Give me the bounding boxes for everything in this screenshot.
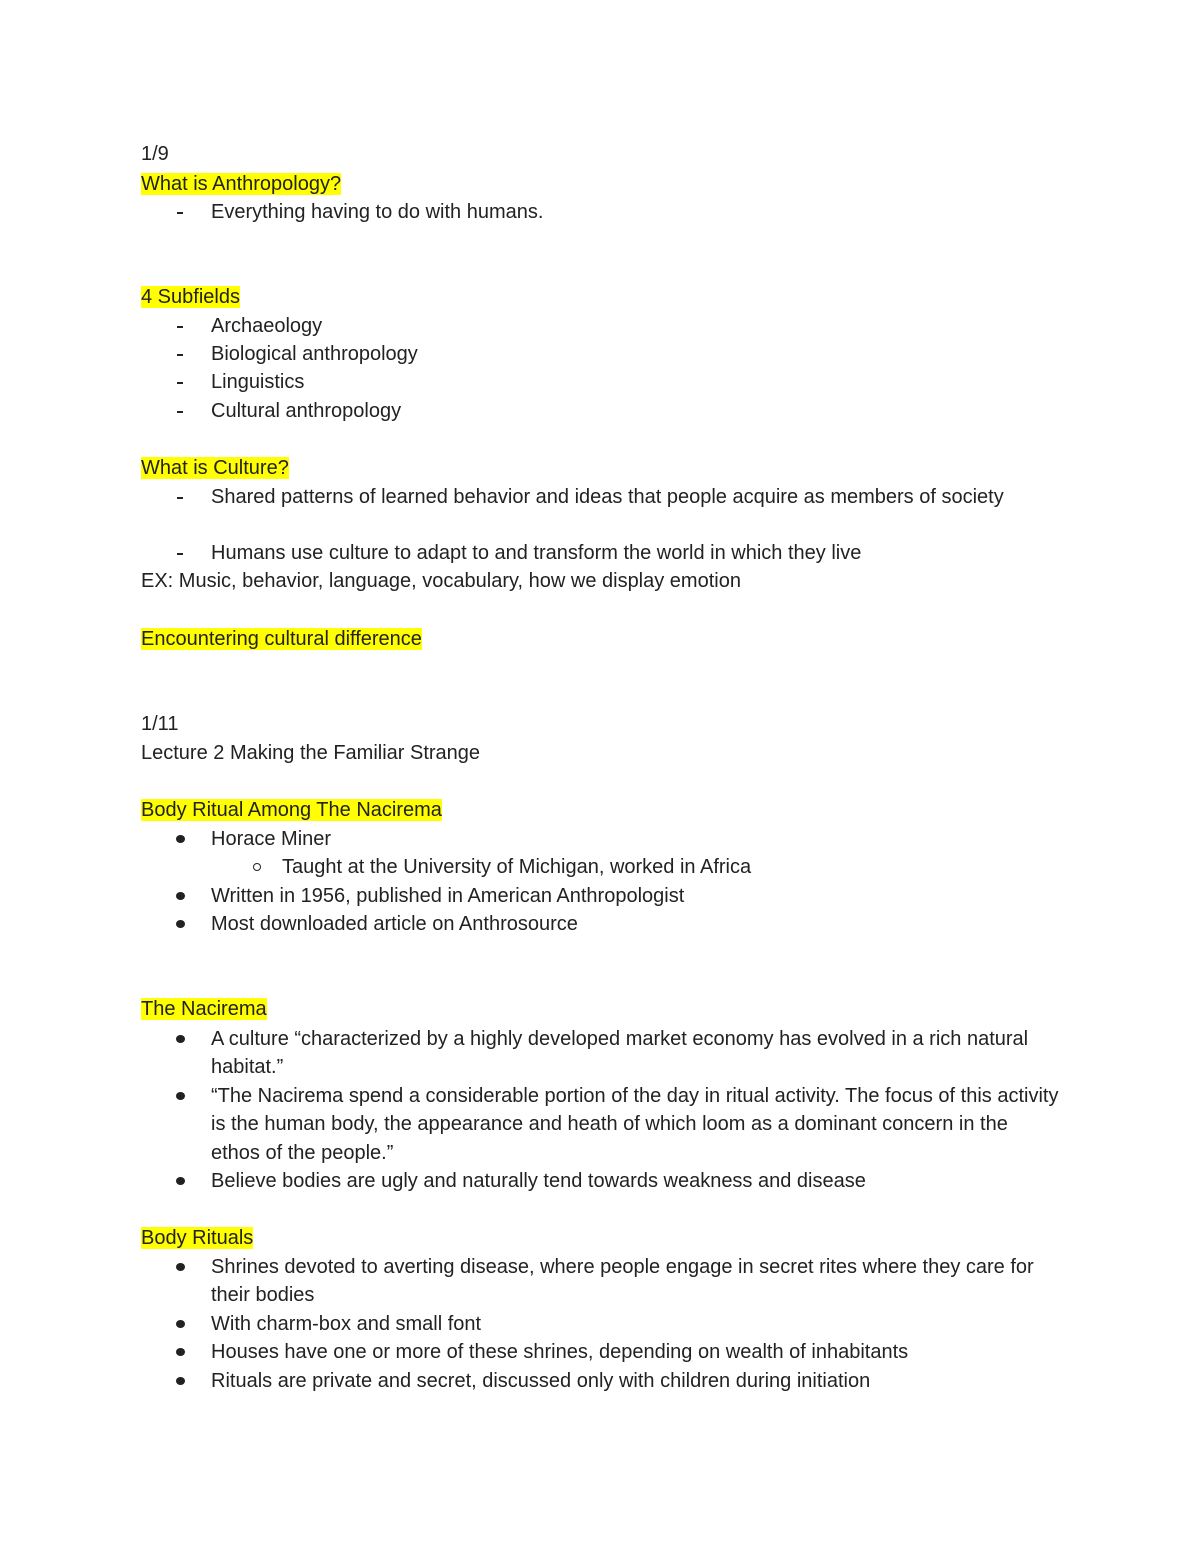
list-item: Most downloaded article on Anthrosource bbox=[141, 910, 1061, 938]
dash-marker-icon bbox=[174, 312, 194, 340]
list-item: Archaeology bbox=[141, 312, 1061, 340]
list-item: Taught at the University of Michigan, worked in Africa bbox=[141, 853, 1061, 881]
lecture-title: Lecture 2 Making the Familiar Strange bbox=[141, 742, 481, 764]
section-heading-encountering: Encountering cultural difference bbox=[141, 628, 422, 650]
list-item: “The Nacirema spend a considerable portion of the day in ritual activity. The focus of this activity is the human body, the appearance and heath of which loom as a dominant concern in the ethos of the people.” bbox=[141, 1082, 1061, 1167]
list-item: Written in 1956, published in American Anthropologist bbox=[141, 882, 1061, 910]
section-heading-nacirema: The Nacirema bbox=[141, 998, 267, 1020]
section-heading-body-ritual: Body Ritual Among The Nacirema bbox=[141, 799, 442, 821]
section-heading-culture: What is Culture? bbox=[141, 457, 289, 479]
list-item: Believe bodies are ugly and naturally tend towards weakness and disease bbox=[141, 1167, 1061, 1195]
list-item: Horace Miner bbox=[141, 825, 1061, 853]
bullet-icon bbox=[174, 882, 194, 910]
example-line: EX: Music, behavior, language, vocabulary, how we display emotion bbox=[141, 570, 741, 592]
bullet-icon bbox=[174, 1082, 194, 1110]
bullet-icon bbox=[174, 1025, 194, 1053]
bullet-icon bbox=[174, 1367, 194, 1395]
dash-marker-icon bbox=[174, 340, 194, 368]
bullet-icon bbox=[174, 1253, 194, 1281]
list-item: Humans use culture to adapt to and transform the world in which they live bbox=[141, 539, 1061, 567]
list-item: Linguistics bbox=[141, 368, 1061, 396]
circle-bullet-icon bbox=[251, 853, 271, 881]
section-heading-anthropology: What is Anthropology? bbox=[141, 173, 342, 195]
bullet-icon bbox=[174, 1338, 194, 1366]
date-heading: 1/9 bbox=[141, 143, 169, 165]
list-item: Rituals are private and secret, discussed only with children during initiation bbox=[141, 1367, 1061, 1395]
date-heading: 1/11 bbox=[141, 713, 179, 735]
list-item: Cultural anthropology bbox=[141, 397, 1061, 425]
bullet-icon bbox=[174, 910, 194, 938]
bullet-icon bbox=[174, 1167, 194, 1195]
dash-marker-icon bbox=[174, 483, 194, 511]
list-item: Houses have one or more of these shrines, depending on wealth of inhabitants bbox=[141, 1338, 1061, 1366]
list-item: Biological anthropology bbox=[141, 340, 1061, 368]
section-heading-body-rituals: Body Rituals bbox=[141, 1227, 254, 1249]
list-item: With charm-box and small font bbox=[141, 1310, 1061, 1338]
dash-marker-icon bbox=[174, 368, 194, 396]
dash-marker-icon bbox=[174, 539, 194, 567]
dash-marker-icon bbox=[174, 397, 194, 425]
list-item: Shrines devoted to averting disease, where people engage in secret rites where they care for their bodies bbox=[141, 1253, 1061, 1310]
list-item: A culture “characterized by a highly developed market economy has evolved in a rich natural habitat.” bbox=[141, 1025, 1061, 1082]
section-heading-subfields: 4 Subfields bbox=[141, 286, 240, 308]
list-item: Everything having to do with humans. bbox=[141, 198, 1061, 226]
dash-marker-icon bbox=[174, 198, 194, 226]
bullet-icon bbox=[174, 825, 194, 853]
list-item: Shared patterns of learned behavior and ideas that people acquire as members of society bbox=[141, 483, 1061, 511]
bullet-icon bbox=[174, 1310, 194, 1338]
